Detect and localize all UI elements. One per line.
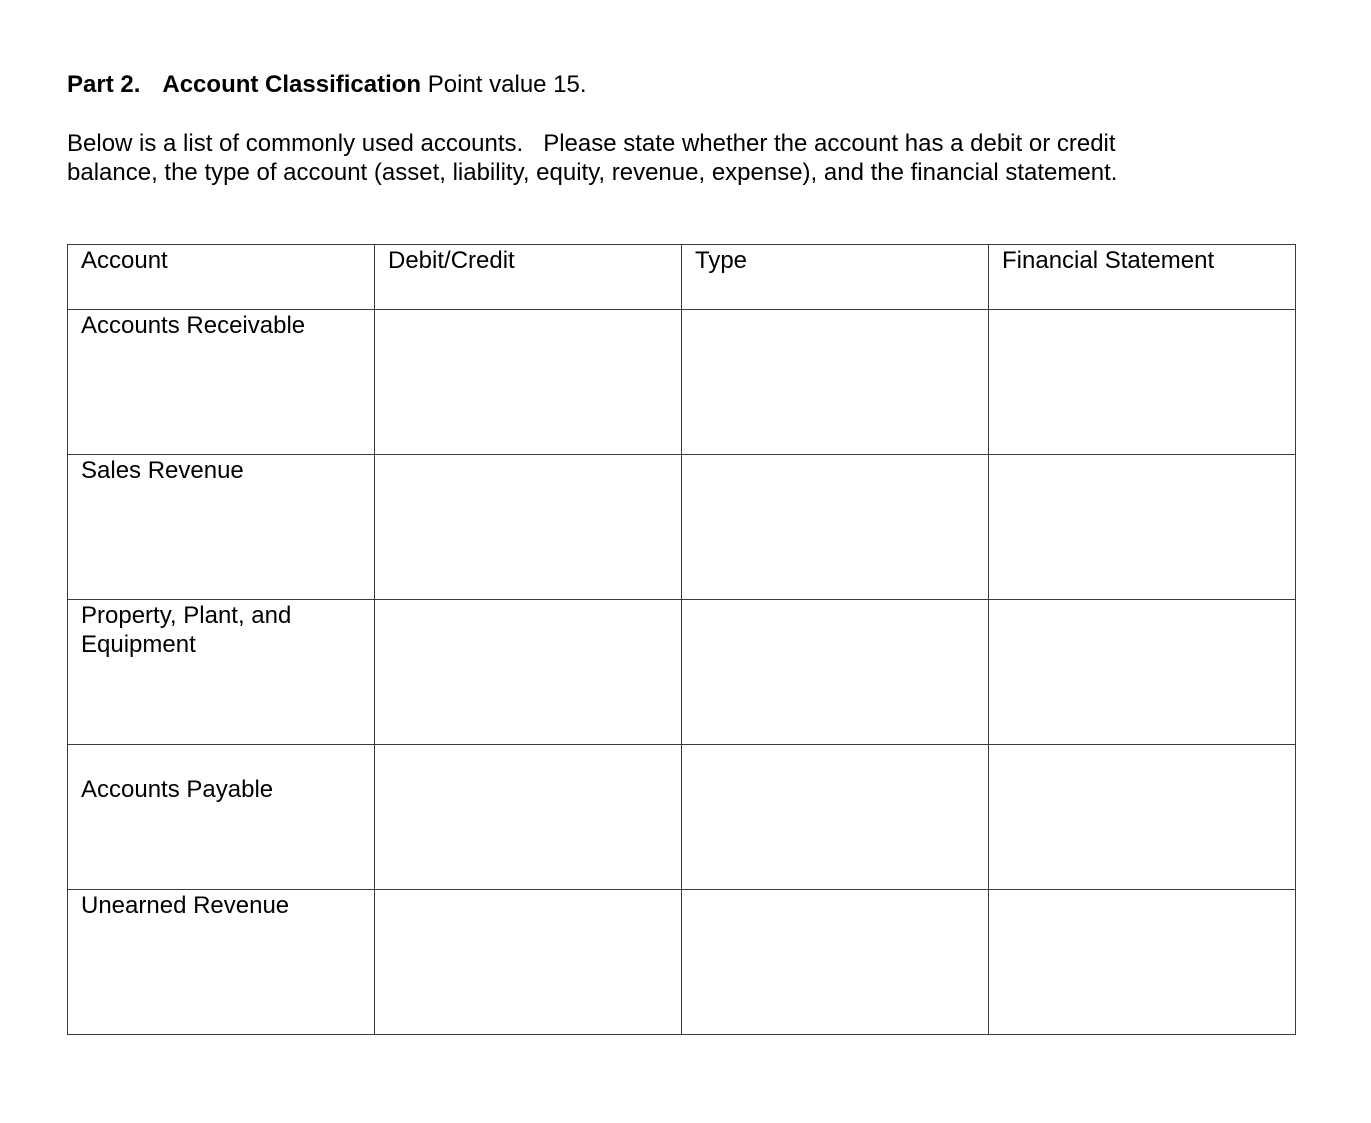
debit-credit-cell[interactable] <box>375 455 682 600</box>
debit-credit-cell[interactable] <box>375 890 682 1035</box>
account-cell <box>68 310 375 455</box>
type-cell[interactable] <box>682 600 989 745</box>
account-cell <box>68 745 375 890</box>
account-name: Sales Revenue <box>81 457 244 484</box>
section-heading <box>67 70 587 100</box>
account-name-line-1: Property, Plant, and <box>81 602 292 629</box>
header-debit-credit: Debit/Credit <box>375 245 682 310</box>
table-row <box>68 745 1296 890</box>
financial-statement-cell[interactable] <box>989 310 1296 455</box>
header-account: Account <box>68 245 375 310</box>
section-title: Account Classification <box>162 71 422 98</box>
type-cell[interactable] <box>682 455 989 600</box>
table-row <box>68 455 1296 600</box>
table-row <box>68 600 1296 745</box>
debit-credit-cell[interactable] <box>375 745 682 890</box>
financial-statement-cell[interactable] <box>989 890 1296 1035</box>
table-row <box>68 890 1296 1035</box>
account-name: Accounts Payable <box>81 776 274 803</box>
account-cell <box>68 455 375 600</box>
account-cell <box>68 600 375 745</box>
header-financial-statement: Financial Statement <box>989 245 1296 310</box>
header-type: Type <box>682 245 989 310</box>
instructions-line-1: Below is a list of commonly used accounts. Please state whether the account has a debit or credit <box>67 130 1116 157</box>
debit-credit-cell[interactable] <box>375 600 682 745</box>
account-classification-table <box>67 244 1296 1035</box>
account-cell <box>68 890 375 1035</box>
financial-statement-cell[interactable] <box>989 600 1296 745</box>
account-name: Unearned Revenue <box>81 892 290 919</box>
account-name: Accounts Receivable <box>81 312 306 339</box>
table-header-row <box>68 245 1296 310</box>
type-cell[interactable] <box>682 890 989 1035</box>
debit-credit-cell[interactable] <box>375 310 682 455</box>
part-label: Part 2. <box>67 71 141 98</box>
instructions-paragraph <box>67 129 1307 187</box>
type-cell[interactable] <box>682 745 989 890</box>
type-cell[interactable] <box>682 310 989 455</box>
financial-statement-cell[interactable] <box>989 745 1296 890</box>
point-value: Point value 15. <box>427 71 587 98</box>
instructions-line-2: balance, the type of account (asset, liability, equity, revenue, expense), and the financial statement. <box>67 159 1118 186</box>
table-row <box>68 310 1296 455</box>
account-name-line-2: Equipment <box>81 631 196 658</box>
financial-statement-cell[interactable] <box>989 455 1296 600</box>
